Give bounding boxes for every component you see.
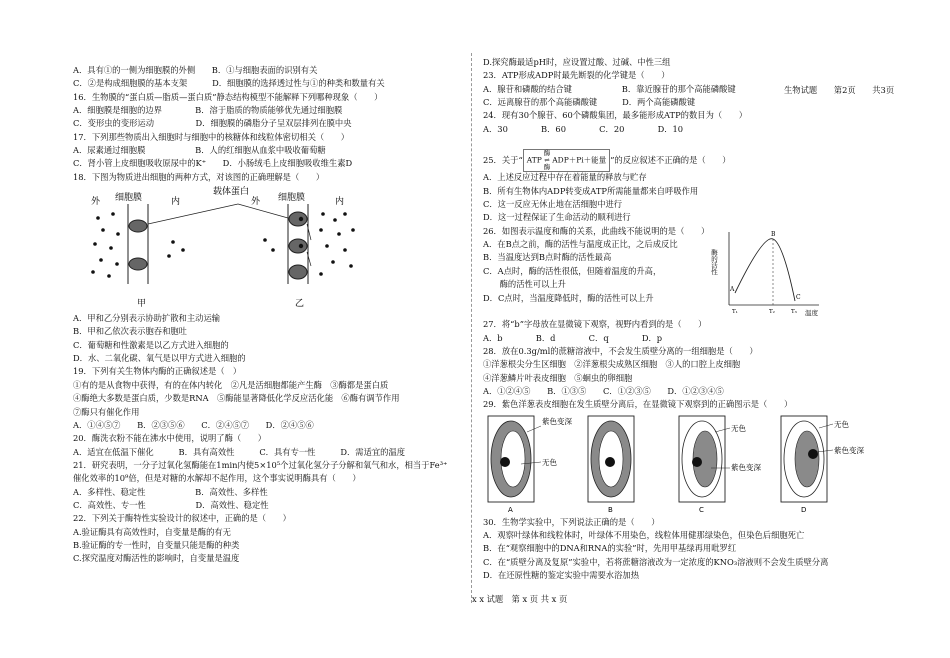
q25-prefix: 25．关于“ [483, 155, 523, 166]
cell-c [679, 416, 761, 514]
eq-arrow-glyph: ⇌ [544, 156, 550, 165]
molecule-dots-outside-right [263, 238, 275, 252]
activity-curve [735, 239, 795, 301]
molecule-dot [299, 244, 303, 248]
question-line: C．A点时，酶的活性很低，但随着温度的升高， [483, 265, 662, 276]
label-yi: 乙 [295, 299, 305, 310]
left-column [73, 64, 465, 566]
q25-equation [523, 149, 610, 172]
question-line: A．在B点之前，酶的活性与温度成正比，之后成反比 [483, 239, 678, 250]
question-line: 18．下图为物质进出细胞的两种方式，对该图的正确理解是（ ） [73, 171, 325, 182]
question-line: 催化效率的10⁹倍，但是对糖的水解却不起作用，这个事实说明酶具有（ ） [73, 473, 361, 484]
question-line: A．适宜在低温下催化 B．具有高效性 C．具有专一性 D．需适宜的温度 [73, 446, 406, 457]
molecule-dots-inside [167, 240, 185, 258]
point-c-label: C [796, 293, 801, 301]
question-line: 21．研究表明，一分子过氧化氢酶能在1min内使5×10⁵个过氧化氢分子分解和氧气和水，相当于Fe³⁺ [73, 459, 448, 470]
page-header: 生物试题 第2页 共3页 [784, 85, 895, 95]
y-axis-label: 酶的活性 [710, 248, 718, 275]
molecule-dots-outside [91, 212, 120, 278]
question-line: D．这一过程保证了生命活动的顺利进行 [483, 212, 631, 223]
question-line: 23．ATP形成ADP时最先断裂的化学键是（ ） [483, 70, 670, 81]
question-line: ⑦酶只有催化作用 [73, 406, 140, 417]
question-line: D．在还原性糖的鉴定实验中需要水浴加热 [483, 569, 639, 580]
question-line: 22．下列关于酶特性实验设计的叙述中，正确的是（ ） [73, 513, 291, 524]
question-line: C．变形虫的变形运动 D．细胞膜的磷脂分子呈双层排列在膜中央 [73, 118, 352, 129]
cell-c-label-1: 无色 [731, 423, 746, 433]
question-line: 20．酶洗衣粉不能在沸水中使用，说明了酶（ ） [73, 433, 267, 444]
question-line: 30．生物学实验中，下列说法正确的是（ ） [483, 516, 660, 527]
pointer-line [238, 204, 288, 218]
question-line: C．这一反应无休止地在活细胞中进行 [483, 199, 623, 210]
question-line: A．尿素通过细胞膜 B．人的红细胞从血浆中吸收葡萄糖 [73, 145, 326, 156]
molecule-dot [299, 217, 303, 221]
question-line: 24．现有30个腺苷、60个磷酸集团，最多能形成ATP的数目为（ ） [483, 110, 748, 121]
question-line: C．远离腺苷的那个高能磷酸键 D．两个高能磷酸键 [483, 97, 696, 108]
question-line: A．甲和乙分别表示协助扩散和主动运输 [73, 313, 221, 324]
question-line: A．多样性、稳定性 B．高效性、多样性 [73, 486, 268, 497]
question-line: B.验证酶的专一性时，自变量只能是酶的种类 [73, 539, 240, 550]
figure-29-plasmolysis-cells [483, 412, 883, 516]
point-a-label: A [730, 285, 735, 293]
question-line: ④洋葱鳞片叶表皮细胞 ⑤蛔虫的卵细胞 [483, 372, 633, 383]
question-line: D.探究酶最适pH时，应设置过酸、过碱、中性三组 [483, 57, 671, 67]
question-line: A．观察叶绿体和线粒体时，叶绿体不用染色，线粒体用健那绿染色，但染色后细胞死亡 [483, 529, 805, 540]
question-line: A．具有①的一侧为细胞膜的外侧 B．①与细胞表面的识别有关 [73, 65, 318, 75]
question-25-line [483, 149, 883, 171]
pointer-line [148, 204, 238, 224]
question-line: 29．紫色洋葱表皮细胞在发生质壁分离后，在显微镜下观察到的正确图示是（ ） [483, 399, 793, 410]
label-inside-left: 内 [171, 197, 181, 208]
question-line: ④酶绝大多数是蛋白质，少数是RNA ⑤酶能显著降低化学反应活化能 ⑥酶有调节作用 [73, 393, 400, 404]
question-line: 16．生物膜的“蛋白质—脂质—蛋白质”静态结构模型不能解释下列哪种现象（ ） [73, 91, 383, 102]
question-line: B．当温度达到B点时酶的活性最高 [483, 252, 612, 263]
question-line: B．所有生物体内ADP转变成ATP所需能量都来自呼吸作用 [483, 185, 699, 196]
cell-d-label-2: 紫色变深 [834, 445, 864, 455]
molecule-dots-inside-right [319, 212, 355, 276]
label-outside-right: 外 [251, 197, 261, 208]
q25-suffix: ”的反应叙述不正确的是（ ） [610, 155, 731, 166]
figure-26-enzyme-temperature-curve [711, 227, 826, 319]
point-b-label: B [771, 230, 776, 238]
question-line: A．上述反应过程中存在着能量的释放与贮存 [483, 172, 647, 183]
eq-arrow-bottom: 酶 [543, 163, 551, 172]
question-line: 19．下列有关生物体内酶的正确叙述是（ ） [73, 366, 242, 377]
cell-a-letter: A [508, 505, 513, 514]
question-line: 26．如图表示温度和酶的关系，此曲线不能说明的是（ ） [483, 225, 710, 236]
question-line: A．细胞膜是细胞的边界 B．溶于脂质的物质能够优先通过细胞膜 [73, 105, 343, 116]
carrier-protein [129, 258, 147, 270]
cell-b-letter: B [608, 505, 613, 514]
cell-d-letter: D [801, 505, 807, 514]
question-line: 17．下列那些物质出入细胞时与细胞中的核糖体和线粒体密切相关（ ） [73, 131, 350, 142]
page-footer: x x 试题 第 x 页 共 x 页 [472, 594, 568, 604]
label-jia: 甲 [137, 299, 147, 310]
question-line: C．高效性、专一性 D．高效性、稳定性 [73, 499, 269, 510]
cell-a-label-2: 无色 [542, 457, 557, 467]
question-line: D．水、二氧化碳、氧气是以甲方式进入细胞的 [73, 353, 246, 364]
question-line: A．①②④⑤ B．①③⑤ C．①②③⑤ D．①②③④⑤ [483, 385, 724, 396]
cell-a-label-1: 紫色变深 [542, 416, 572, 426]
label-inside-right: 内 [335, 197, 345, 208]
label-membrane-left: 细胞膜 [115, 193, 143, 204]
carrier-protein [129, 220, 147, 232]
question-line: A.验证酶具有高效性时，自变量是酶的有无 [73, 526, 231, 537]
cell-b [588, 416, 634, 514]
cell-d [781, 416, 864, 514]
question-line: 27．将“b”字母放在显微镜下观察，视野内看到的是（ ） [483, 319, 707, 330]
eq-arrow [544, 150, 551, 171]
question-26-block [483, 225, 883, 317]
cell-c-label-2: 紫色变深 [731, 462, 761, 472]
label-membrane-right: 细胞膜 [278, 193, 306, 204]
question-line: C．在“质壁分离及复原”实验中，若将蔗糖溶液改为一定浓度的KNO₃溶液则不会发生质壁分离 [483, 556, 829, 567]
eq-right: ADP＋Pi＋能量 [552, 155, 607, 165]
cell-d-label-1: 无色 [834, 419, 849, 429]
tick-t3: T₃ [791, 308, 797, 315]
question-line: B．在“观察细胞中的DNA和RNA的实验”时，先用甲基绿再用吡罗红 [483, 543, 737, 554]
question-line: C．②是构成细胞膜的基本支架 D．细胞膜的选择透过性与①的种类和数量有关 [73, 78, 385, 89]
label-carrier: 载体蛋白 [213, 187, 250, 198]
question-line: C.探究温度对酶活性的影响时，自变量是温度 [73, 553, 240, 564]
question-line: A．30 B．60 C．20 D．10 [483, 123, 684, 134]
question-line: B．甲和乙依次表示胞吞和胞吐 [73, 326, 187, 337]
question-line: D．C点时，当温度降低时，酶的活性可以上升 [483, 292, 654, 303]
question-line: ①洋葱根尖分生区细胞 ②洋葱根尖成熟区细胞 ③人的口腔上皮细胞 [483, 359, 741, 370]
question-line: A．腺苷和磷酸的结合键 B．靠近腺苷的那个高能磷酸键 [483, 83, 736, 94]
question-line: C．葡萄糖和性激素是以乙方式进入细胞的 [73, 339, 229, 350]
right-column [483, 56, 883, 582]
carrier-protein [289, 265, 307, 279]
question-line: A．b B．d C．q D．p [483, 332, 663, 343]
tick-t2: T₂ [769, 308, 775, 315]
carrier-protein [289, 239, 307, 253]
question-line: ①有的是从食物中获得，有的在体内转化 ②凡是活细胞都能产生酶 ③酶都是蛋白质 [73, 379, 389, 390]
question-line: 28．放在0.3g/ml的蔗糖溶液中，不会发生质壁分离的一组细胞是（ ） [483, 345, 758, 356]
figure-18-transport-diagram [73, 184, 373, 312]
question-line: 酶的活性可以上升 [483, 279, 566, 290]
column-divider [471, 53, 472, 603]
tick-t1: T₁ [732, 308, 738, 315]
question-line: A．①④⑤⑦ B．②③⑤⑥ C．②④⑤⑦ D．②④⑤⑥ [73, 419, 314, 430]
x-axis-label: 温度 [805, 308, 818, 317]
cell-c-letter: C [699, 505, 704, 514]
label-outside-left: 外 [91, 197, 101, 208]
eq-arrow-top: 酶 [543, 149, 551, 158]
eq-left: ATP [526, 155, 542, 165]
question-line: C．肾小管上皮细胞吸收原尿中的K⁺ D．小肠绒毛上皮细胞吸收维生素D [73, 158, 353, 169]
cell-a [488, 416, 572, 514]
carrier-protein [289, 212, 307, 226]
